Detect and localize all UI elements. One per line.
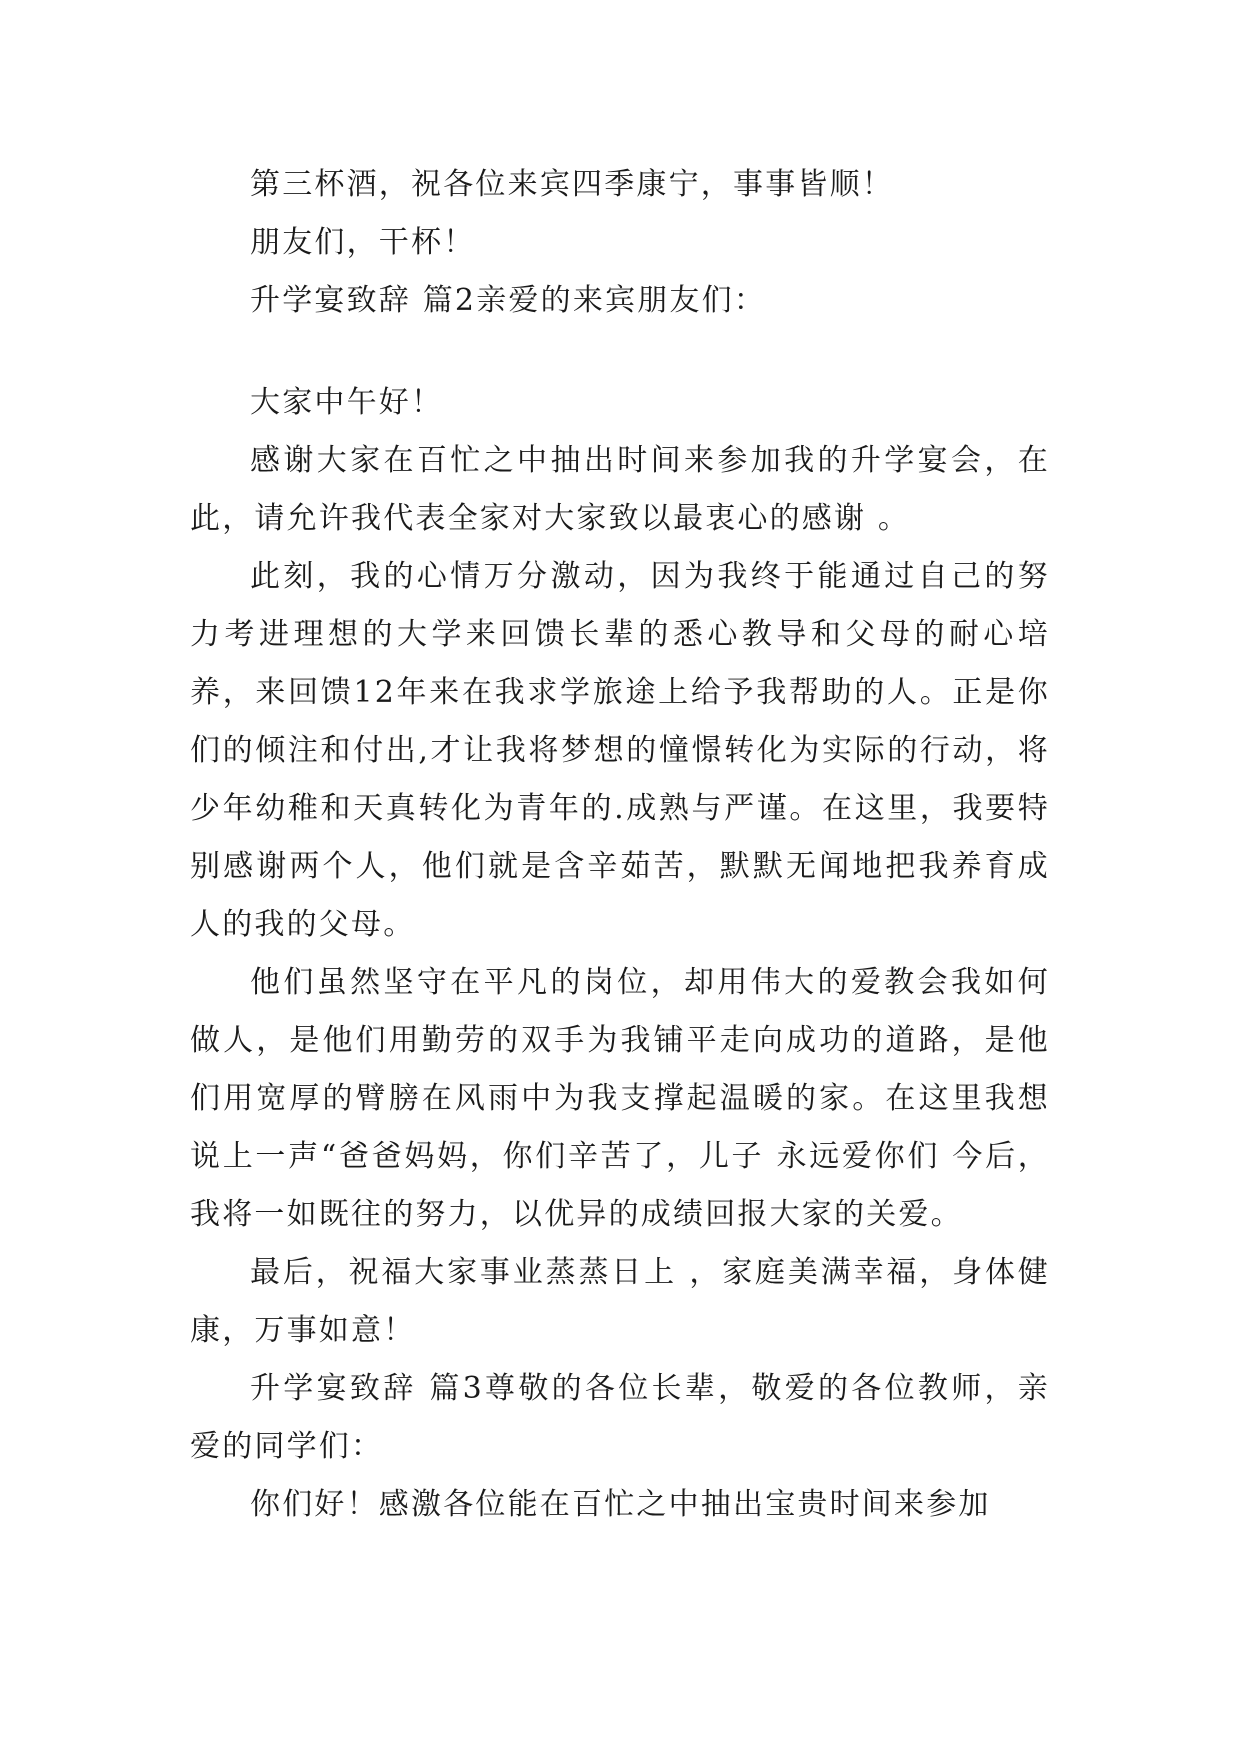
paragraph-emotion: 此刻，我的心情万分激动，因为我终于能通过自己的努力考进理想的大学来回馈长辈的悉心教导和父母的耐心培养，来回馈12年来在我求学旅途上给予我帮助的人。正是你们的倾注和付出,才让我将梦想的憧憬转化为实际的行动，将少年幼稚和天真转化为青年的.成熟与严谨。在这里，我要特别感谢两个人，他们就是含辛茹苦，默默无闻地把我养育成人的我的父母。: [190, 559, 1050, 942]
document-body: [190, 156, 1050, 1534]
paragraph-third-toast: 第三杯酒，祝各位来宾四季康宁，事事皆顺！: [250, 167, 894, 202]
paragraph-cheers: 朋友们，干杯！: [250, 225, 476, 260]
paragraph-speech-3-opening: 你们好！感激各位能在百忙之中抽出宝贵时间来参加: [250, 1487, 991, 1522]
paragraph-greeting: 大家中午好！: [250, 385, 444, 420]
paragraph-parents: 他们虽然坚守在平凡的岗位，却用伟大的爱教会我如何做人，是他们用勤劳的双手为我铺平走向成功的道路，是他们用宽厚的臂膀在风雨中为我支撑起温暖的家。在这里我想说上一声“爸爸妈妈，你们辛苦了，儿子 永远爱你们 今后，我将一如既往的努力，以优异的成绩回报大家的关爱。: [190, 965, 1050, 1232]
paragraph-speech-3-heading: 升学宴致辞 篇3尊敬的各位长辈，敬爱的各位教师，亲爱的同学们：: [190, 1371, 1050, 1464]
paragraph-wishes: 最后，祝福大家事业蒸蒸日上 ，家庭美满幸福，身体健康，万事如意！: [190, 1255, 1050, 1348]
paragraph-thanks: 感谢大家在百忙之中抽出时间来参加我的升学宴会，在此，请允许我代表全家对大家致以最衷心的感谢 。: [190, 443, 1050, 536]
paragraph-speech-2-heading: 升学宴致辞 篇2亲爱的来宾朋友们：: [250, 283, 767, 318]
blank-gap: [190, 330, 1050, 374]
